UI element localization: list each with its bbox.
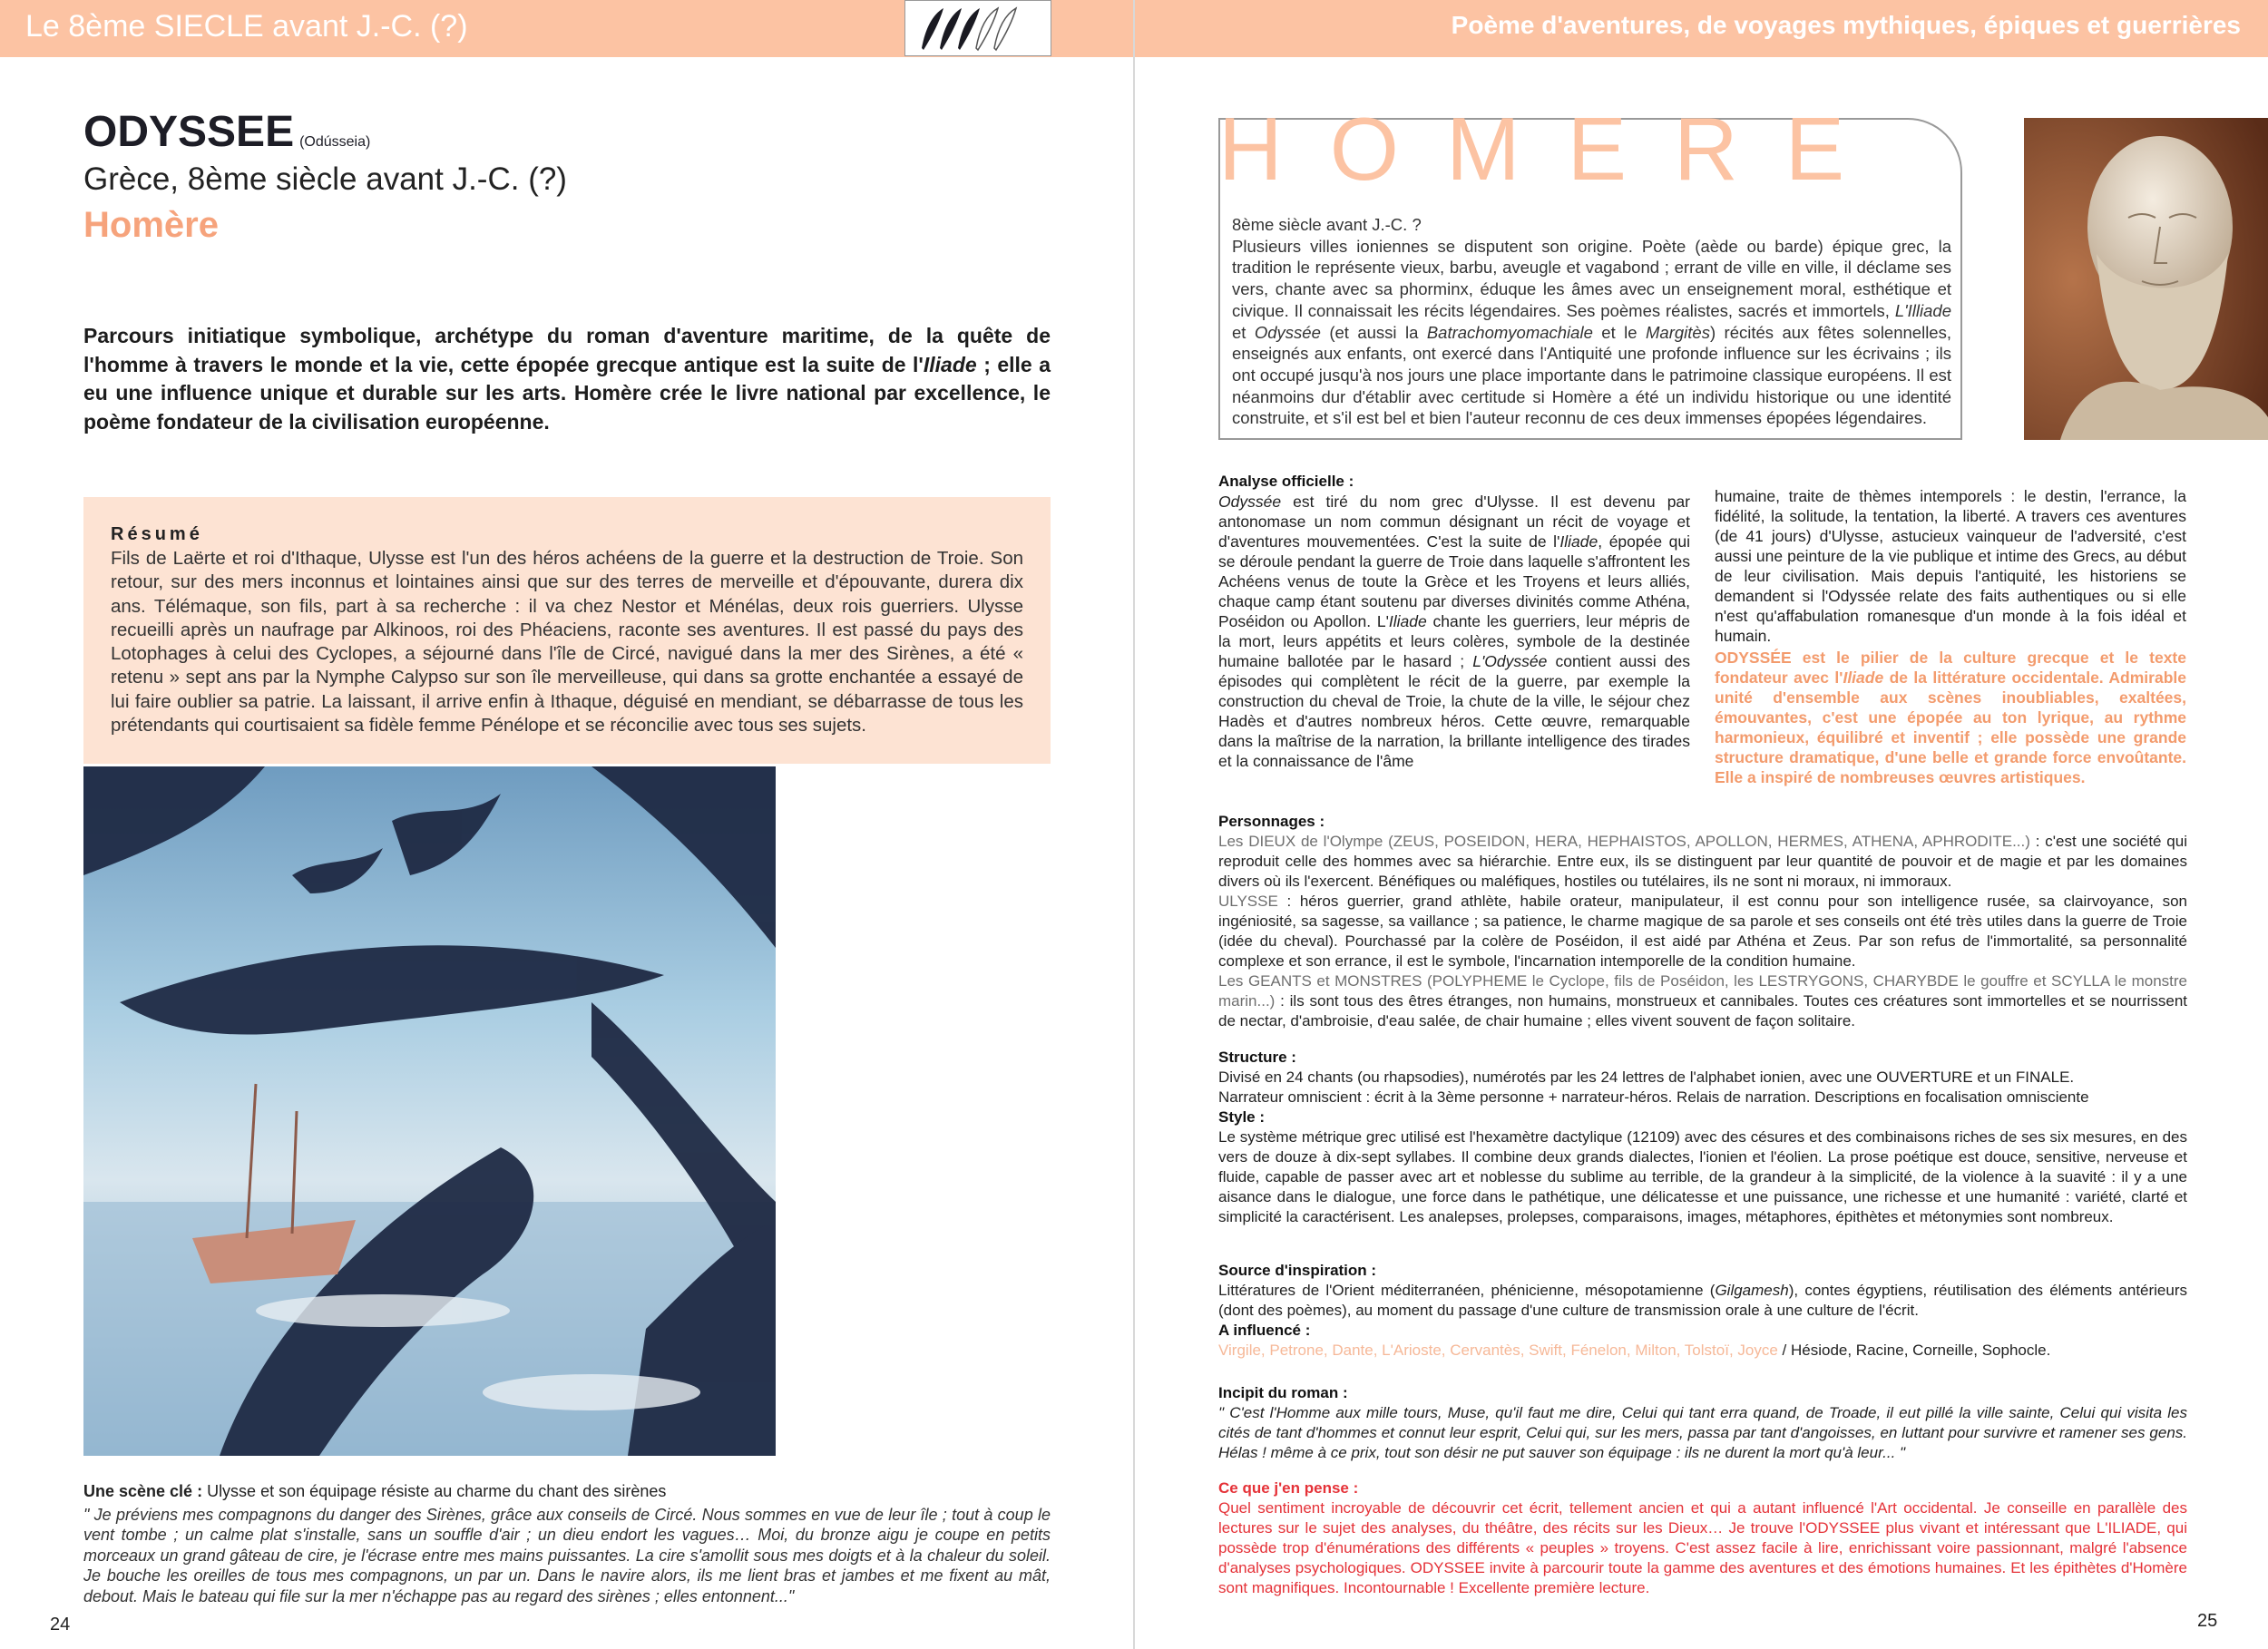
source-title: Source d'inspiration : <box>1218 1262 1377 1279</box>
characters-section <box>1218 812 2187 1031</box>
bio-italic: Odyssée <box>1254 322 1321 342</box>
source-section <box>1218 1261 2187 1361</box>
key-scene-caption: Ulysse et son équipage résiste au charme du chant des sirènes <box>202 1482 667 1500</box>
book-author: Homère <box>83 205 219 245</box>
style-title: Style : <box>1218 1108 1266 1126</box>
highlight-italic: Iliade <box>1843 668 1884 687</box>
key-scene-quote: " Je préviens mes compagnons du danger des Sirènes, grâce aux conseils de Circé. Nous sommes en vue de leur île ; tout à coup le vent tombe ; un calme plat s'installe, sans un souffle d'air ; un dieu endort les vagues… Moi, du bronze aigu je coupe en petits morceaux un grand gâteau de cire, je l'écrase entre mes mains puissantes. La cire s'amollit sous mes doigts et à la chaleur du soleil. Je bouche les oreilles de tous mes compagnons, un par un. Dans le navire alors, ils me lient bras et jambes et me fixent au mât, debout. Mais le bateau qui file sur la mer n'échappe pas au regard des sirènes ; elles entonnent..." <box>83 1505 1051 1605</box>
analysis-text-2: humaine, traite de thèmes intemporels : le destin, l'errance, la fidélité, la solitude, la tentation, la liberté. A travers ces aventures (de 41 jours) d'Ulysse, astucieux vainqueur de l'adversité, c'est aussi une peinture de la vie publique et intime des Grecs, au début de leur civilisation. Mais depuis l'antiquité, les historiens se demandent si l'Odyssée relate des faits authentiques ou si elle n'est qu'affabulation romanesque d'un monde à la fois idéal et humain. <box>1715 487 2186 645</box>
intro-text: ; elle a eu une influence unique et durable sur les arts. Homère crée le livre national par excellence, le poème fondateur de la civilisation européenne. <box>83 352 1051 434</box>
author-date: 8ème siècle avant J.-C. ? <box>1232 215 1422 234</box>
intro-text: Parcours initiatique symbolique, archétype du roman d'aventure maritime, de la quête de l'homme à travers le monde et la vie, cette épopée grecque antique est la suite de l' <box>83 324 1051 376</box>
influence-text <box>1218 1341 2187 1361</box>
author-bio <box>1232 214 1951 429</box>
incipit-title: Incipit du roman : <box>1218 1384 1348 1401</box>
bio-text: Plusieurs villes ioniennes se disputent son origine. Poète (aède ou barde) épique grec, la tradition le représente vieux, barbu, aveugle et vagabond ; errant de ville en ville, il déclame ses vers, chante avec sa phorminx, éduque les âmes avec un enseignement moral, esthétique et civique. Il connaissait les récits légendaires. Ses poèmes réalistes, sacrés et immortels, <box>1232 236 1951 320</box>
analysis-highlight <box>1715 648 2186 787</box>
bio-text: et <box>1232 322 1255 342</box>
sirens-painting-image <box>83 766 776 1456</box>
style-text: Le système métrique grec utilisé est l'hexamètre dactylique (12109) avec des césures et des combinaisons riches de ses six mesures, en des vers de douze à dix-sept syllabes. Il combine deux grands dialectes, l'ionien et l'éolien. La prose poétique est douce, sensitive, nerveuse et fluide, capable de passer avec art et noblesse du sublime au terrible, de la grandeur à la simplicité, de la violence à la suavité : il y a une aisance dans le dialogue, une force dans le pathétique, une délicatesse et une puissance, une richesse et une humanité : variété, clarté et simplicité la caractérisent. Les analepses, prolepses, comparaisons, images, métaphores, épithètes et métonymies sont nombreux. <box>1218 1128 2187 1225</box>
bio-italic: Margitès <box>1646 322 1710 342</box>
homer-bust-image <box>2024 118 2268 440</box>
source-text <box>1218 1281 2187 1321</box>
quill-feathers-logo-icon <box>904 0 1051 56</box>
structure-line: Divisé en 24 chants (ou rhapsodies), numérotés par les 24 lettres de l'alphabet ionien, avec une OUVERTURE et un FINALE. <box>1218 1068 2075 1086</box>
ulysses-label: ULYSSE <box>1218 893 1278 910</box>
gods-text: : c'est une société qui reproduit celle des hommes avec sa hiérarchie. Entre eux, ils se distinguent par leur quantité de pouvoir et de magie et par les domaines divers où ils l'exercent. Bénéfiques ou maléfiques, hostiles ou tutélaires, ils ne sont ni moraux, ni immoraux. <box>1218 833 2187 890</box>
source-text-part: ), contes égyptiens, réutilisation des éléments antérieurs (dont des poèmes), au moment du passage d'une culture de transmission orale à une culture de l'écrit. <box>1218 1282 2188 1319</box>
character-monsters <box>1218 971 2187 1031</box>
opinion-title: Ce que j'en pense : <box>1218 1479 1359 1497</box>
analysis-italic: L'Odyssée <box>1472 652 1548 670</box>
highlight-text: de la littérature occidentale. Admirable unité d'ensemble aux scènes inoubliables, exaltées, émouvantes, c'est une épopée au ton lyrique, au rythme harmonieux, équilibré et inventif ; elle possède une grande structure dramatique, d'une belle et grande force envoûtante. Elle a inspiré de nombreuses œuvres artistiques. <box>1715 668 2186 786</box>
incipit-section <box>1218 1383 2187 1463</box>
character-ulysses <box>1218 892 2187 971</box>
right-header-title: Poème d'aventures, de voyages mythiques, épiques et guerrières <box>1451 11 2241 39</box>
author-big-name: HOMERE <box>1218 99 1892 199</box>
gods-label: Les DIEUX de l'Olympe (ZEUS, POSEIDON, HERA, HEPHAISTOS, APOLLON, HERMES, ATHENA, APHRODITE...) <box>1218 833 2030 850</box>
title-text: ODYSSEE <box>83 108 295 156</box>
key-scene <box>83 1481 1051 1606</box>
original-title: (Odússeia) <box>299 134 371 150</box>
analysis-text: contient aussi des épisodes qui complètent le récit de la guerre, par exemple la construction du cheval de Troie, la chute de la ville, le séjour chez Hadès et d'autres nombreux héros. Cette œuvre, remarquable dans la maîtrise de la narration, la brillante intelligence des tirades et la connaissance de l'âme <box>1218 652 1690 770</box>
analysis-text: est tiré du nom grec d'Ulysse. Il est devenu par antonomase un nom commun désignant un récit de voyage et d'aventures mouvementées. C'est la suite de l' <box>1218 493 1690 551</box>
analysis-title: Analyse officielle : <box>1218 473 1354 490</box>
characters-title: Personnages : <box>1218 813 1325 830</box>
structure-section <box>1218 1048 2187 1227</box>
summary-title: Résumé <box>111 524 203 544</box>
summary-box <box>83 497 1051 764</box>
analysis-text: , épopée qui se déroule pendant la guerre de Troie dans laquelle s'affrontent les Achéens venus de toute la Grèce et les Troyens et leurs alliés, chaque camp étant soutenu par diverses divinités comme Athéna, Poséidon ou Apollon. L' <box>1218 532 1690 630</box>
source-italic: Gilgamesh <box>1715 1282 1789 1299</box>
intro-paragraph <box>83 322 1051 436</box>
monsters-label: Les GEANTS et MONSTRES (POLYPHEME le Cyclope, fils de Poséidon, les LESTRYGONS, CHARYBDE le gouffre et SCYLLA le monstre marin...) <box>1218 972 2187 1010</box>
page-number-left: 24 <box>50 1615 71 1634</box>
character-gods <box>1218 832 2187 892</box>
analysis-italic: Odyssée <box>1218 493 1282 511</box>
left-header-title: Le 8ème SIECLE avant J.-C. (?) <box>25 9 468 44</box>
page-number-right: 25 <box>2197 1611 2218 1631</box>
bio-text: ) récités aux fêtes solennelles, enseignés aux enfants, ont exercé dans l'Antiquité une profonde influence sur les écrivains ; ils ont occupé jusqu'à nos jours une place importante dans le patrimoine classique européens. Il est néanmoins dur d'établir avec certitude si Homère a été un individu historique ou une identité construite, et s'il est bel et bien l'auteur reconnu de ces deux immenses épopées légendaires. <box>1232 322 1951 428</box>
bio-italic: L'Illiade <box>1894 300 1951 320</box>
analysis-column-1 <box>1218 472 1690 771</box>
analysis-text: chante les guerriers, leur mépris de la mort, leurs appétits et leurs colères, symbole de la destinée humaine ballotée par le hasard ; <box>1218 612 1691 670</box>
book-title <box>83 107 370 157</box>
book-subtitle: Grèce, 8ème siècle avant J.-C. (?) <box>83 161 567 197</box>
intro-italic: Iliade <box>923 352 977 376</box>
incipit-text: " C'est l'Homme aux mille tours, Muse, qu'il faut me dire, Celui qui tant erra quand, de Troade, il eut pillé la ville sainte, Celui qui visita les cités de tant d'hommes et connut leur esprit, Celui qui, sur les mers, passa par tant d'angoisses, en luttant pour survivre et ramener ses gens. Hélas ! même à ce prix, tout son désir ne put sauver son équipage : ils ne durent la mort qu'à leur... " <box>1218 1404 2187 1461</box>
key-scene-label: Une scène clé : <box>83 1482 203 1500</box>
summary-text: Fils de Laërte et roi d'Ithaque, Ulysse est l'un des héros achéens de la guerre et la destruction de Troie. Son retour, sur des mers inconnus et lointaines ainsi que sur des terres de merveille et d'épouvante, durera dix ans. Télémaque, son fils, part à sa recherche : il va chez Nestor et Ménélas, deux rois guerriers. Ulysse recueilli après un naufrage par Alkinoos, roi des Phéaciens, raconte ses aventures. Il est passé du pays des Lotophages à celui des Cyclopes, a séjourné dans l'île de Circé, navigué dans la mer des Sirènes, a été « retenu » sept ans par la Nymphe Calypso sur son île merveilleuse, qui dans sa grotte enchantée a essayé de lui faire oublier sa patrie. La laissant, il arrive enfin à Ithaque, déguisé en mendiant, se débarrasse de tous les prétendants qui courtisaient sa fidèle femme Pénélope et se réconcilie avec tous ses sujets. <box>111 548 1023 737</box>
ulysses-text: : héros guerrier, grand athlète, habile orateur, manipulateur, il est connu pour son intelligence rusée, sa clairvoyance, son ingéniosité, sa sagesse, sa vaillance ; sa patience, le charme magique de sa parole et ses conseils ont été très utiles dans la guerre de Troie (idée du cheval). Pourchassé par la colère de Poséidon, il est aidé par Athéna et Zeus. Par son refus de l'immortalité, sa personnalité complexe et son errance, il est le symbole, l'incarnation intemporelle de la condition humaine. <box>1218 893 2187 970</box>
monsters-text: : ils sont tous des êtres étranges, non humains, monstrueux et cannibales. Toutes ces créatures sont immortelles et se nourrissent de nectar, d'ambroisie, d'eau salée, de chair humaine ; elles vivent souvent de façon solitaire. <box>1218 992 2187 1029</box>
bio-text: (et aussi la <box>1320 322 1427 342</box>
structure-title: Structure : <box>1218 1049 1296 1066</box>
opinion-text: Quel sentiment incroyable de découvrir cet écrit, tellement ancien et qui a autant influencé l'Art occidental. Je conseille en parallèle des lectures sur le sujet des analyses, du théâtre, des récits sur les Dieux… Je trouve l'ODYSSEE plus vivant et intéressant que L'ILIADE, qui possède trop d'énumérations des différents « peuples » troyens. C'est assez facile à lire, enrichissant voire passionnant, malgré l'absence d'analyses psychologiques. ODYSSEE invite à parcourir toute la gamme des aventures et des émotions humaines. Et les épithètes d'Homère sont magnifiques. Incontournable ! Excellente première lecture. <box>1218 1499 2187 1596</box>
page-divider <box>1133 0 1135 1649</box>
highlight-text: ODYSSÉE est le pilier de la culture grecque et le texte fondateur avec l' <box>1715 649 2186 687</box>
influence-title: A influencé : <box>1218 1322 1311 1339</box>
influence-sources: / Hésiode, Racine, Corneille, Sophocle. <box>1777 1342 2051 1359</box>
structure-line: Narrateur omniscient : écrit à la 3ème personne + narrateur-héros. Relais de narration. Descriptions en focalisation omnisciente <box>1218 1088 2089 1106</box>
analysis-italic: Iliade <box>1388 612 1427 630</box>
bio-italic: Batrachomyomachiale <box>1426 322 1593 342</box>
analysis-column-2 <box>1715 486 2186 787</box>
source-text-part: Littératures de l'Orient méditerranéen, phénicienne, mésopotamienne ( <box>1218 1282 1716 1299</box>
opinion-section <box>1218 1478 2187 1598</box>
bio-text: et le <box>1592 322 1646 342</box>
influenced-authors: Virgile, Petrone, Dante, L'Arioste, Cervantès, Swift, Fénelon, Milton, Tolstoï, Joyce <box>1218 1342 1778 1359</box>
analysis-italic: Iliade <box>1559 532 1598 551</box>
